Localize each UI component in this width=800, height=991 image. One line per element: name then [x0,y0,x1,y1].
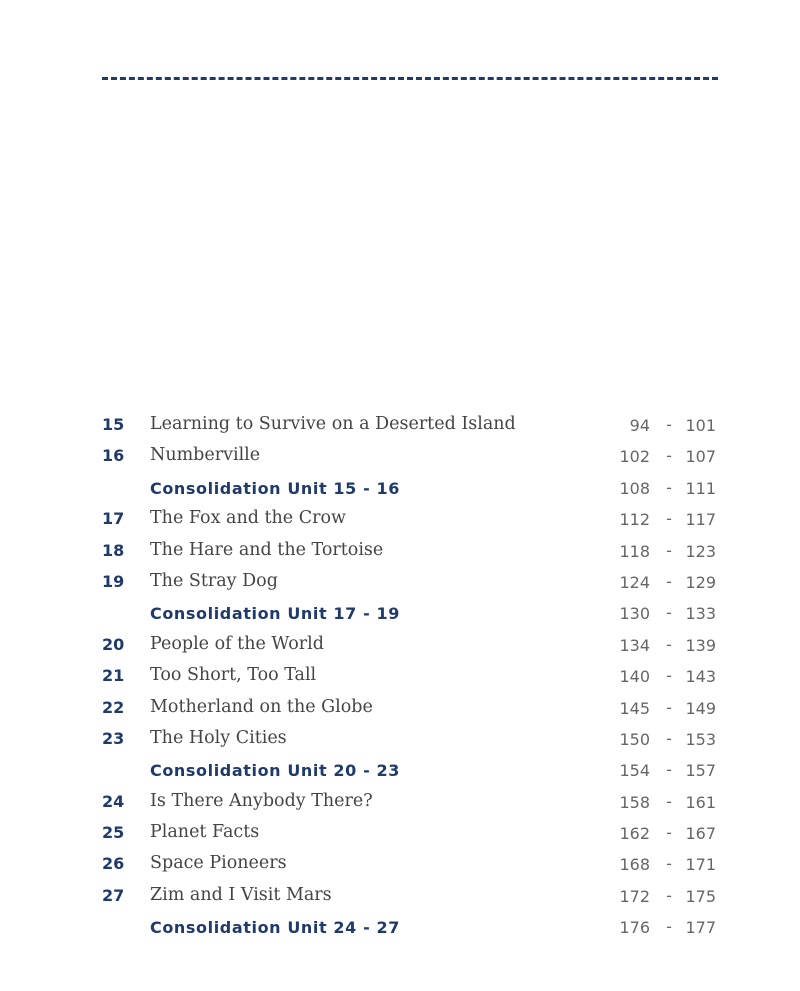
page-end: 139 [685,635,716,655]
toc-row [0,568,800,599]
unit-number: 17 [102,509,125,529]
unit-number: 22 [102,697,125,717]
page-end: 171 [685,855,716,875]
unit-title: The Hare and the Tortoise [150,539,384,560]
toc-row [0,631,800,662]
page-start: 134 [619,635,650,655]
page-start: 176 [619,918,650,938]
toc-row [0,819,800,850]
page-start: 140 [619,667,650,687]
unit-number: 26 [102,854,125,874]
page-range-separator: - [666,666,672,686]
page-start: 102 [619,447,650,467]
page-end: 161 [685,792,716,812]
page-end: 107 [685,447,716,467]
toc-row [0,850,800,881]
page-range-separator: - [666,854,672,874]
page-start: 118 [619,541,650,561]
unit-title: Planet Facts [150,822,260,843]
toc-consolidation-row [0,474,800,505]
page-range-separator: - [666,760,672,780]
page-range-separator: - [666,509,672,529]
unit-title: The Fox and the Crow [150,508,346,529]
unit-title: Learning to Survive on a Deserted Island [150,414,516,434]
unit-title: Motherland on the Globe [150,696,373,717]
toc-row [0,725,800,756]
page-start: 145 [619,698,650,718]
toc-consolidation-row [0,599,800,630]
page-end: 143 [685,667,716,687]
page-start: 172 [619,886,650,906]
unit-number: 20 [102,634,125,654]
unit-number: 23 [102,728,125,748]
page-range-separator: - [666,446,672,466]
unit-number: 15 [102,415,125,434]
page-end: 177 [685,918,716,938]
unit-title: Is There Anybody There? [150,790,373,811]
toc-row [0,505,800,536]
unit-number: 19 [102,571,125,591]
toc-row [0,411,800,442]
page-end: 157 [685,761,716,781]
page-range-separator: - [666,603,672,623]
page-end: 133 [685,604,716,624]
page-end: 117 [685,510,716,530]
page-range-separator: - [666,571,672,591]
page-end: 149 [685,698,716,718]
page-range-separator: - [666,791,672,811]
unit-number: 16 [102,446,125,466]
page-range-separator: - [666,917,672,937]
page-start: 162 [619,824,650,844]
page-end: 111 [685,478,716,498]
unit-number: 24 [102,791,125,811]
unit-number: 25 [102,823,125,843]
consolidation-title: Consolidation Unit 17 - 19 [150,604,400,624]
unit-number: 27 [102,885,125,905]
dashed-divider [102,77,718,80]
unit-title: Too Short, Too Tall [150,665,317,686]
page-start: 108 [619,478,650,498]
page-end: 167 [685,824,716,844]
toc-row [0,537,800,568]
page-end: 101 [685,416,716,435]
page-end: 129 [685,572,716,592]
unit-number: 18 [102,540,125,560]
toc-consolidation-row [0,913,800,944]
consolidation-title: Consolidation Unit 24 - 27 [150,918,400,938]
toc-row [0,788,800,819]
page-start: 130 [619,604,650,624]
page-range-separator: - [666,634,672,654]
page-start: 112 [619,510,650,530]
page-start: 158 [619,792,650,812]
toc-row [0,442,800,473]
page-end: 123 [685,541,716,561]
page-end: 153 [685,729,716,749]
page-range-separator: - [666,540,672,560]
consolidation-title: Consolidation Unit 20 - 23 [150,761,400,781]
unit-title: Numberville [150,445,261,466]
page-range-separator: - [666,885,672,905]
unit-title: People of the World [150,633,324,654]
page-start: 150 [619,729,650,749]
page-start: 94 [629,416,650,435]
table-of-contents [0,411,800,945]
page-range-separator: - [666,823,672,843]
unit-title: Zim and I Visit Mars [150,884,332,905]
page-start: 124 [619,572,650,592]
unit-title: Space Pioneers [150,853,287,874]
page-range-separator: - [666,477,672,497]
consolidation-title: Consolidation Unit 15 - 16 [150,478,400,498]
toc-consolidation-row [0,756,800,787]
page-range-separator: - [666,697,672,717]
unit-number: 21 [102,666,125,686]
toc-row [0,694,800,725]
page-start: 168 [619,855,650,875]
unit-title: The Stray Dog [150,570,278,591]
page-end: 175 [685,886,716,906]
page-start: 154 [619,761,650,781]
page-range-separator: - [666,728,672,748]
toc-row [0,882,800,913]
toc-row [0,662,800,693]
unit-title: The Holy Cities [150,727,287,748]
page-range-separator: - [666,415,672,434]
